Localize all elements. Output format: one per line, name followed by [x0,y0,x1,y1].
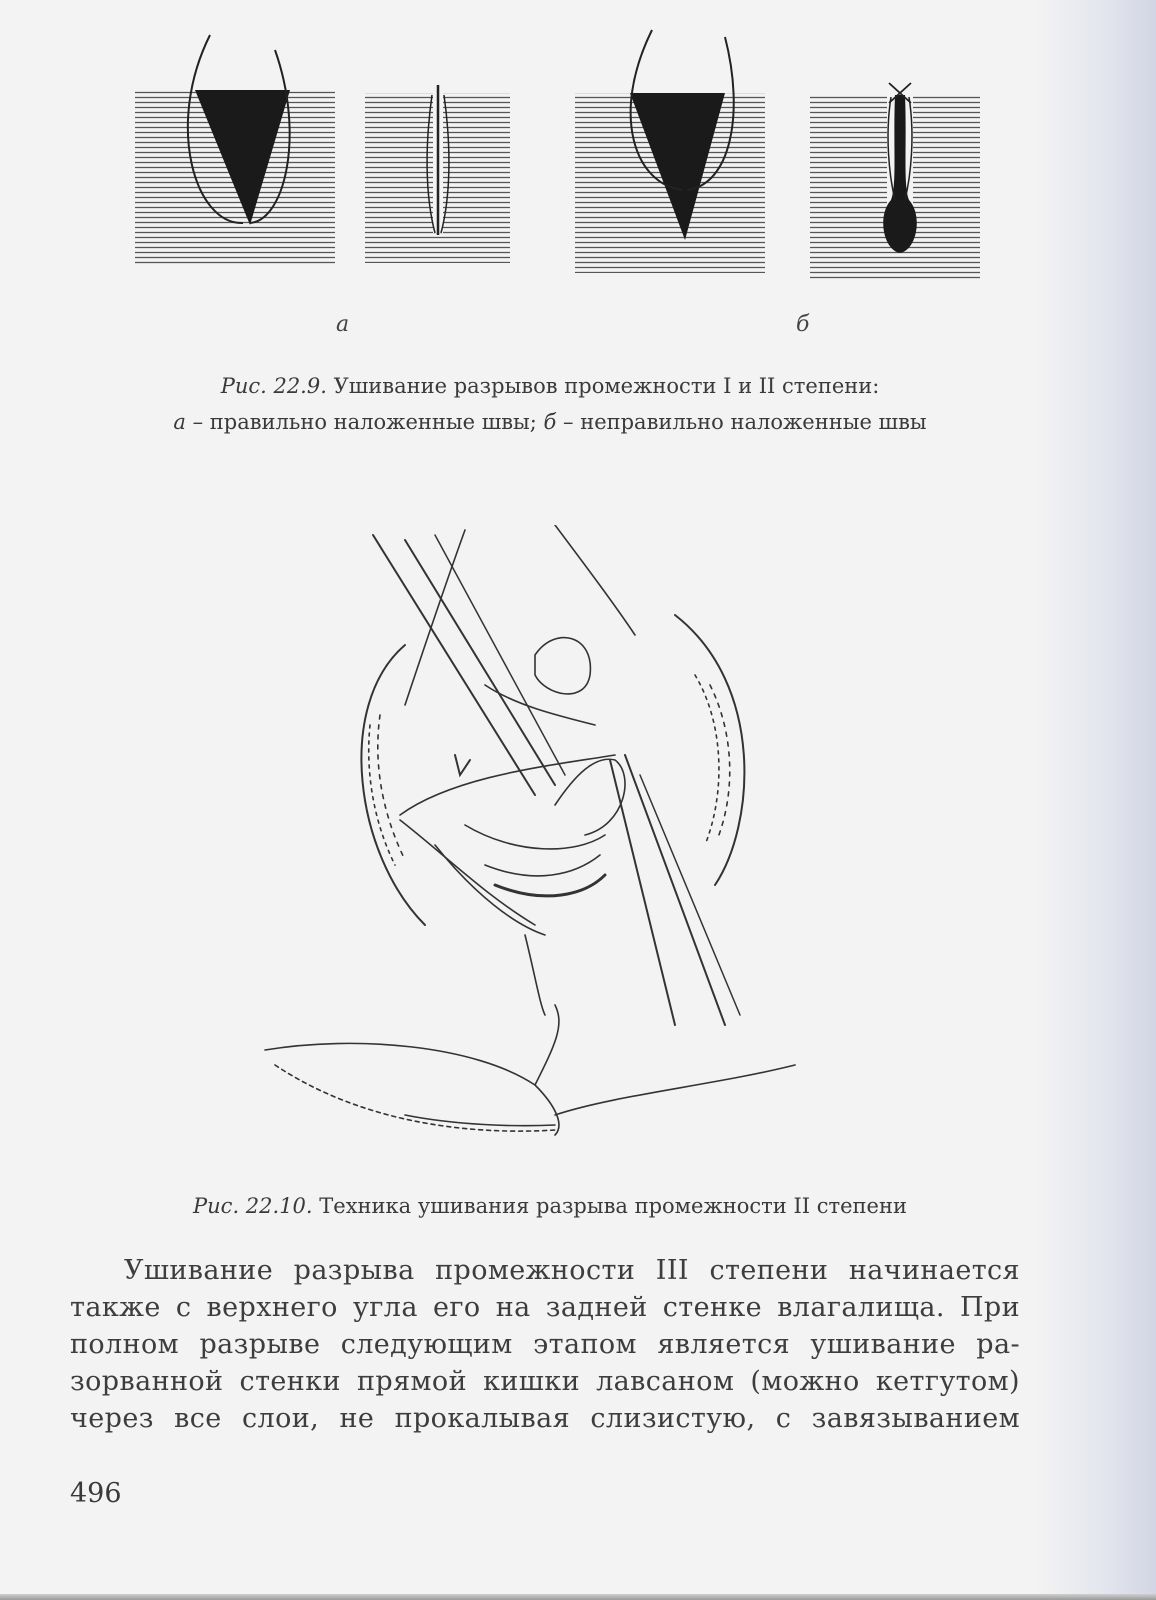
figure-22-10-illustration [255,525,815,1155]
paragraph-line: через все слои, не прокалывая слизистую, с завязыванием [70,1403,1020,1434]
paragraph-line: зорванной стенки прямой кишки лавсаном (можно кетгутом) [70,1366,1020,1397]
paragraph-line: также с верхнего угла его на задней стенке влагалища. При [70,1292,1020,1323]
diagram-a-left [135,35,335,265]
paragraph-line: Ушивание разрыва промежности III степени начинается [124,1255,1020,1286]
figure-22-9-caption [0,368,1100,440]
figure-22-9-illustration [125,25,1005,305]
caption-number: Рис. 22.10. [193,1194,313,1218]
diagram-b-left [575,30,765,273]
caption-letter-a: а [173,410,186,434]
diagram-a-right [365,85,510,263]
caption-text-b: – неправильно наложенные швы [556,410,927,434]
page-number: 496 [70,1478,122,1509]
paragraph-line: полном разрыве следующим этапом является ушивание ра- [70,1329,1020,1360]
page-bottom-edge [0,1594,1156,1600]
caption-number: Рис. 22.9. [220,374,327,398]
caption-letter-b: б [543,410,557,434]
diagram-b-right [810,83,980,280]
page-edge-shadow [1036,0,1156,1600]
caption-title: Техника ушивания разрыва промежности II степени [319,1194,907,1218]
panel-label-a: а [336,312,350,337]
caption-text-a: – правильно наложенные швы; [185,410,544,434]
panel-label-b: б [796,312,810,337]
figure-22-10-caption [0,1188,1100,1224]
body-paragraph [70,1252,1020,1437]
caption-title: Ушивание разрывов промежности I и II степени: [333,374,880,398]
